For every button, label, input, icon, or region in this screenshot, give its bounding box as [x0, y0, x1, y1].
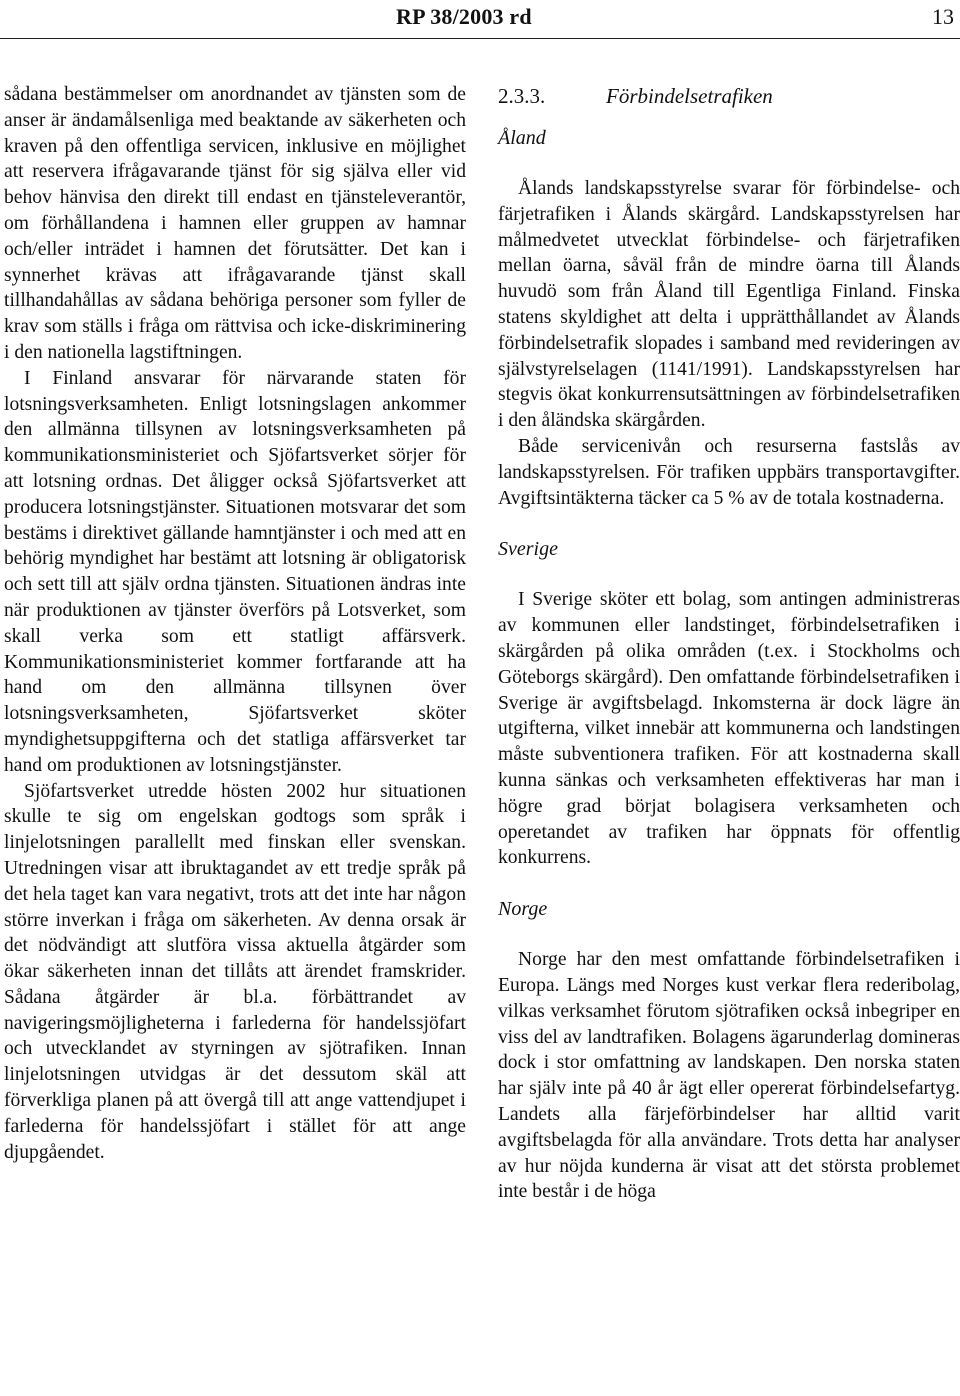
- left-paragraph-1: sådana bestämmelser om anordnandet av tjänsten som de anser är ändamålsenliga med beaktande av säkerheten och kraven på den offentliga servicen, inklusive en möjlighet att reservera ifrågavarande tjänst för sig själva eller vid behov hänvisa den direkt till endast en tjänsteleverantör, om förhållandena i hamnen eller gruppen av hamnar och/eller inträdet i hamnen det förutsätter. Det kan i synnerhet krävas att ifrågavarande tjänst skall tillhandahållas av sådana behöriga personer som fyller de krav som ställs i fråga om rättvisa och icke-diskriminering i den nationella lagstiftningen.: [4, 84, 466, 363]
- document-id: RP 38/2003 rd: [396, 4, 532, 29]
- left-paragraph-2: I Finland ansvarar för närvarande staten för lotsningsverksamheten. Enligt lotsningslagen ankommer den allmänna tillsynen av lotsningsverksamheten på kommunikationsministeriet och Sjöfartsverket sörjer för att lotsning ordnas. Det åligger också Sjöfartsverket att producera lotsningstjänster. Situationen motsvarar det som bestäms i direktivet gällande hamntjänster i och med att en behörig myndighet har bestämt att lotsning är obligatorisk och sett till att själv ordna tjänsten. Situationen ändras inte när produktionen av tjänster överförs på Lotsverket, som skall verka som ett statligt affärsverk. Kommunikationsministeriet kommer fortfarande att ha hand om den allmänna tillsynen över lotsningsverksamheten, Sjöfartsverket sköter myndighetsuppgifterna och det statliga affärsverket tar hand om produktionen av lotsningstjänster.: [4, 367, 466, 776]
- subheading-sverige: Sverige: [498, 538, 558, 561]
- right-column: [498, 82, 960, 1205]
- sverige-paragraph-1: I Sverige sköter ett bolag, som antingen administreras av kommunen eller landstinget, förbindelsetrafiken i skärgården på olika områden (t.ex. i Stockholms och Göteborgs skärgård). Den omfattande förbindelsetrafiken i Sverige är avgiftsbelagd. Inkomsterna är dock lägre än utgifterna, vilket innebär att kommunerna och landstingen måste subventionera trafiken. För att kostnaderna skall kunna sänkas och verksamheten effektiveras har man i högre grad börjat bolagisera verksamheten och operetandet av trafiken har öppnats för offentlig konkurrens.: [498, 589, 960, 869]
- section-title: Förbindelsetrafiken: [606, 84, 773, 108]
- left-column: [4, 82, 466, 1165]
- aland-paragraph-1: Ålands landskapsstyrelse svarar för förbindelse- och färjetrafiken i Ålands skärgård. Landskapsstyrelsen har målmedvetet utvecklat förbindelse- och färjetrafiken mellan öarna, såväl från de mindre öarna till Ålands huvudö som från Åland till Egentliga Finland. Finska statens skyldighet att delta i upprätthållandet av Ålands förbindelsetrafik slopades i samband med revideringen av självstyrelselagen (1141/1991). Landskapsstyrelsen har stegvis ökat konkurrensutsättningen av förbindelsetrafiken i den åländska skärgården.: [498, 178, 960, 432]
- section-heading: [498, 82, 960, 110]
- page-header: [0, 0, 960, 36]
- norge-paragraph-1: Norge har den mest omfattande förbindelsetrafiken i Europa. Längs med Norges kust verkar flera rederibolag, vilkas verksamhet förutom sjötrafiken också inbegriper en viss del av landtrafiken. Bolagens ägarunderlag domineras dock i stor omfattning av landskapen. Den norska staten har själv inte på 40 år ägt eller opererat förbindelsefartyg. Landets alla färjeförbindelser har alltid varit avgiftsbelagda för alla användare. Trots detta har analyser av hur nöjda kunderna är visat att det största problemet inte består i de höga: [498, 949, 960, 1203]
- section-number: 2.3.3.: [498, 84, 546, 108]
- page-number: 13: [932, 4, 954, 29]
- aland-paragraph-2: Både servicenivån och resurserna fastslås av landskapsstyrelsen. För trafiken uppbärs transportavgifter. Avgiftsintäkterna täcker ca 5 % av de totala kostnaderna.: [498, 435, 960, 509]
- subheading-aland: Åland: [498, 127, 546, 149]
- header-rule: [0, 38, 960, 39]
- subheading-norge: Norge: [498, 898, 548, 921]
- left-paragraph-3: Sjöfartsverket utredde hösten 2002 hur situationen skulle te sig om engelskan godtogs som språk i linjelotsningen parallellt med finskan eller svenskan. Utredningen visar att ibruktagandet av ett tredje språk på det hela taget kan vara negativt, trots att det inte har någon större inverkan i fråga om säkerheten. Av denna orsak är det nödvändigt att slutföra vissa aktuella åtgärder som ökar säkerheten innan det tillåts att ärendet framskrider. Sådana åtgärder är bl.a. förbättrandet av navigeringsmöjligheterna i farlederna för handelssjöfart och utvecklandet av styrningen av sjötrafiken. Innan linjelotsningen utvidgas är det dessutom skäl att förverkliga planen på att övergå till att ange vattendjupet i farlederna för handelssjöfart i stället för att ange djupgåendet.: [4, 780, 466, 1163]
